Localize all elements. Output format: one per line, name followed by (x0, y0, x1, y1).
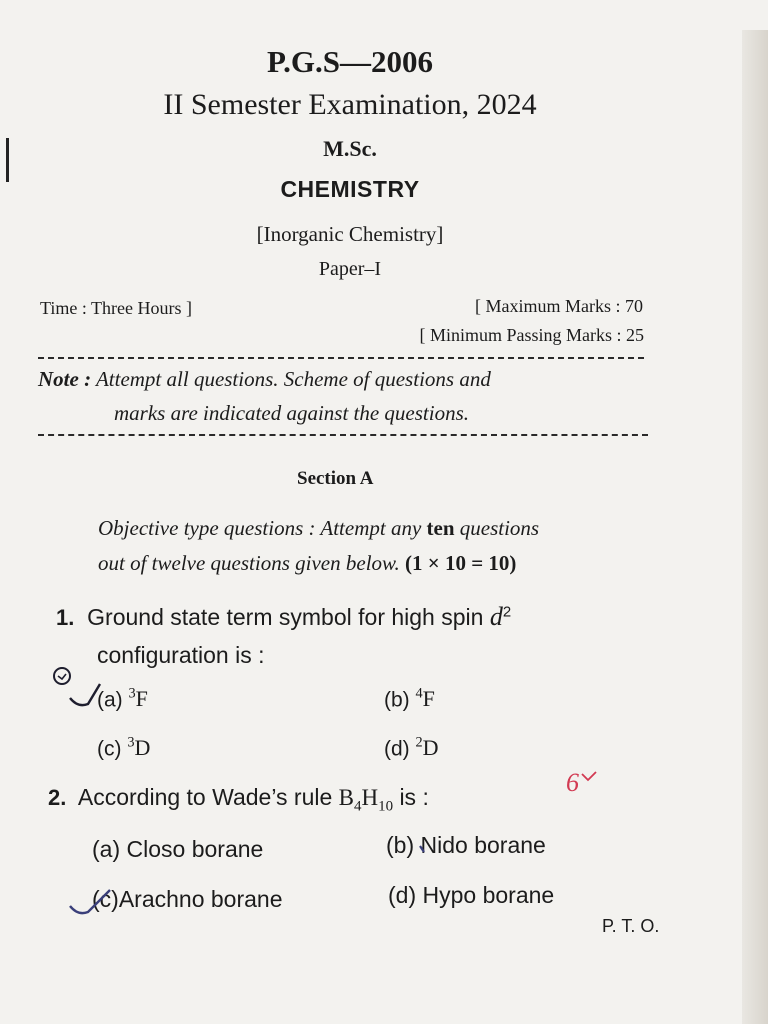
option-label: (b) (384, 688, 410, 712)
term-superscript: 3 (128, 686, 136, 702)
option-label: (b) (386, 832, 415, 858)
instruction-post: questions (459, 516, 540, 540)
pen-dot-mark (416, 842, 430, 856)
answer-tick-mark-q2 (66, 882, 140, 924)
question-number: 2. (48, 785, 67, 810)
option-label: (c) (92, 886, 119, 912)
section-title: Section A (297, 468, 374, 489)
formula-b-sub: 4 (354, 798, 362, 815)
section-marks: (1 × 10 = 10) (404, 551, 517, 575)
question-1-option-c (97, 735, 150, 761)
formula (338, 785, 394, 815)
option-label: (d) (384, 737, 410, 761)
paper-number: Paper–I (318, 258, 382, 280)
question-variable: d (489, 602, 503, 631)
question-1-option-b (384, 686, 435, 712)
time-allowed: Time : Three Hours ] (40, 298, 192, 318)
question-text-post: is : (399, 784, 429, 810)
question-1 (56, 602, 511, 632)
formula-b: B (338, 785, 355, 810)
degree: M.Sc. (323, 136, 377, 161)
please-turn-over: P. T. O. (602, 916, 660, 936)
term-letter: F (422, 686, 435, 712)
question-text: According to Wade’s rule (77, 784, 333, 810)
instruction-pre: Objective type questions : Attempt any (98, 516, 422, 540)
option-text: Nido borane (420, 832, 546, 858)
term-superscript: 2 (415, 735, 423, 751)
section-instruction-2 (98, 551, 516, 576)
branch: [Inorganic Chemistry] (256, 222, 444, 246)
subject: CHEMISTRY (280, 176, 420, 202)
red-pen-number: 6 (566, 768, 579, 797)
section-instruction-1 (98, 516, 539, 541)
question-text: Ground state term symbol for high spin (87, 604, 484, 630)
minimum-passing-marks: [ Minimum Passing Marks : 25 (419, 325, 644, 345)
option-label: (a) (97, 688, 123, 712)
option-text: Closo borane (126, 836, 264, 862)
question-1-option-d (384, 735, 439, 761)
option-text: Hypo borane (422, 882, 555, 908)
term-letter: F (135, 686, 148, 712)
formula-h-sub: 10 (378, 798, 394, 815)
answer-tick-mark-q1 (48, 664, 108, 714)
question-2 (48, 784, 429, 816)
option-label: (c) (97, 737, 122, 761)
maximum-marks: [ Maximum Marks : 70 (475, 296, 643, 316)
divider-top (38, 357, 644, 359)
term-superscript: 3 (127, 735, 135, 751)
paper-code: P.G.S—2006 (267, 44, 433, 79)
term-letter: D (422, 735, 439, 761)
instruction-line-2: out of twelve questions given below. (98, 551, 400, 575)
note-label: Note : (38, 367, 92, 391)
term-superscript: 4 (415, 686, 423, 702)
term-letter: D (134, 735, 151, 761)
question-superscript: 2 (502, 603, 512, 621)
option-label: (d) (388, 882, 417, 908)
exam-title: II Semester Examination, 2024 (163, 88, 537, 121)
option-text: Arachno borane (118, 886, 283, 912)
option-label: (a) (92, 836, 121, 862)
page-edge (742, 30, 768, 1024)
question-1-line-2: configuration is : (97, 642, 265, 668)
formula-h: H (361, 785, 379, 810)
note-line-2: marks are indicated against the questions. (114, 401, 470, 425)
note-text-1: Attempt all questions. Scheme of questions and (95, 367, 491, 391)
instruction-bold: ten (426, 516, 455, 540)
question-2-option-a (92, 836, 263, 863)
question-2-option-b (386, 832, 546, 859)
question-number: 1. (56, 605, 75, 630)
note-line-1 (38, 367, 491, 392)
question-2-option-d (388, 882, 554, 909)
divider-bottom (38, 434, 648, 436)
